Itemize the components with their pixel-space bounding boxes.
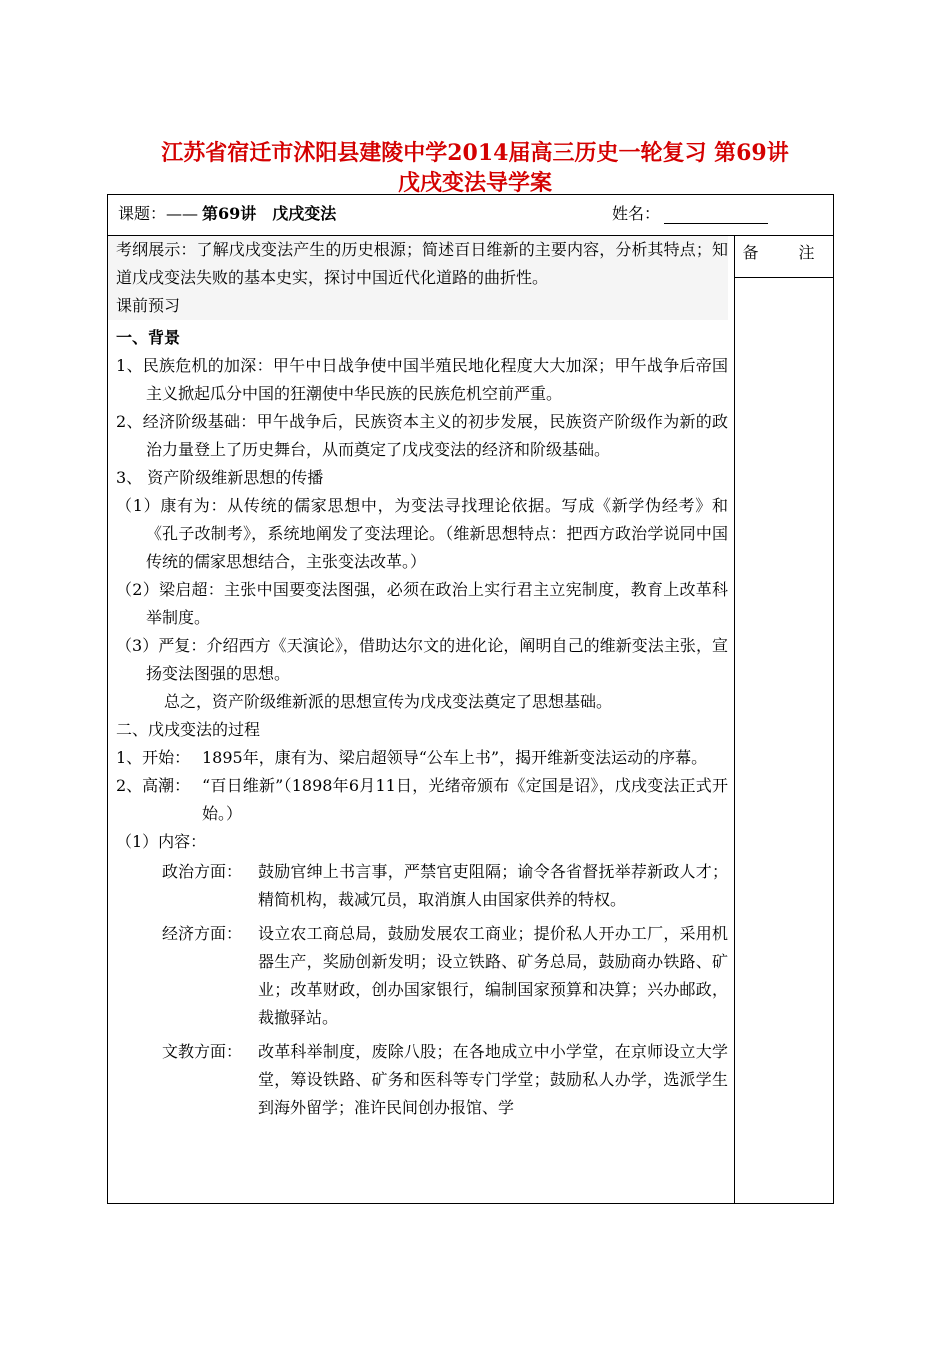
thought-kang-youwei: （1）康有为：从传统的儒家思想中，为变法寻找理论依据。写成《新学伪经考》和《孔子改制考》，系统地阐发了变法理论。（维新思想特点：把西方政治学说同中国传统的儒家思想结合，主张变法改革。）: [116, 496, 728, 571]
main-content: [116, 236, 728, 1122]
content-label: （1）内容：: [116, 832, 207, 851]
reform-culture: [116, 1038, 728, 1122]
notes-header-divider: [734, 277, 834, 278]
notes-header: 备 注: [742, 243, 827, 262]
process-start: [116, 744, 728, 772]
background-summary: 总之，资产阶级维新派的思想宣传为戊戌变法奠定了思想基础。: [164, 692, 613, 711]
culture-text: 改革科举制度，废除八股；在各地成立中小学堂，在京师设立大学堂，筹设铁路、矿务和医科等专门学堂；鼓励私人办学，选派学生到海外留学；准许民间创办报馆、学: [258, 1042, 728, 1117]
exam-outline: 考纲展示：了解戊戌变法产生的历史根源；简述百日维新的主要内容，分析其特点；知道戊戌变法失败的基本史实，探讨中国近代化道路的曲折性。: [116, 240, 728, 287]
title-line-1: 江苏省宿迁市沭阳县建陵中学2014届高三历史一轮复习 第69讲: [161, 140, 789, 166]
preview-label: 课前预习: [116, 296, 181, 315]
politics-text: 鼓励官绅上书言事，严禁官吏阻隔；谕令各省督抚举荐新政人才；精简机构，裁减冗员，取消旗人由国家供养的特权。: [258, 862, 728, 909]
topic-value: 第69讲 戊戌变法: [202, 204, 337, 223]
document-title: [60, 138, 890, 198]
topic-row: [118, 201, 336, 224]
politics-label: 政治方面：: [162, 862, 243, 881]
background-item-1: 1、民族危机的加深：甲午中日战争使中国半殖民地化程度大大加深；甲午战争后帝国主义掀起瓜分中国的狂潮使中华民族的民族危机空前严重。: [116, 356, 728, 403]
background-item-3: 3、 资产阶级维新思想的传播: [116, 468, 324, 487]
section-1-heading: 一、背景: [116, 328, 181, 347]
name-label: 姓名：: [612, 204, 661, 223]
name-row: [612, 201, 768, 224]
reform-economy: [116, 920, 728, 1032]
culture-label: 文教方面：: [162, 1042, 243, 1061]
reform-politics: [116, 858, 728, 914]
name-field[interactable]: [664, 207, 768, 224]
background-item-2: 2、经济阶级基础：甲午战争后，民族资本主义的初步发展，民族资产阶级作为新的政治力量登上了历史舞台，从而奠定了戊戌变法的经济和阶级基础。: [116, 412, 728, 459]
start-text: 1895年，康有为、梁启超领导“公车上书”，揭开维新变法运动的序幕。: [202, 748, 708, 767]
climax-label: 2、高潮：: [116, 776, 191, 795]
notes-column-divider: [734, 235, 735, 1204]
title-line-2: 戊戌变法导学案: [397, 170, 552, 196]
start-label: 1、开始：: [116, 748, 191, 767]
climax-text: “百日维新”（1898年6月11日，光绪帝颁布《定国是诏》，戊戌变法正式开始。）: [202, 776, 728, 823]
process-climax: [116, 772, 728, 828]
topic-label: 课题：——: [118, 204, 199, 223]
economy-text: 设立农工商总局，鼓励发展农工商业；提价私人开办工厂，采用机器生产，奖励创新发明；设立铁路、矿务总局，鼓励商办铁路、矿业；改革财政，创办国家银行，编制国家预算和决算；兴办邮政，裁撤驿站。: [258, 924, 728, 1027]
economy-label: 经济方面：: [162, 924, 243, 943]
thought-yan-fu: （3）严复：介绍西方《天演论》，借助达尔文的进化论，阐明自己的维新变法主张，宣扬变法图强的思想。: [116, 636, 728, 683]
section-2-heading: 二、戊戌变法的过程: [116, 720, 261, 739]
thought-liang-qichao: （2）梁启超：主张中国要变法图强，必须在政治上实行君主立宪制度，教育上改革科举制度。: [116, 580, 728, 627]
